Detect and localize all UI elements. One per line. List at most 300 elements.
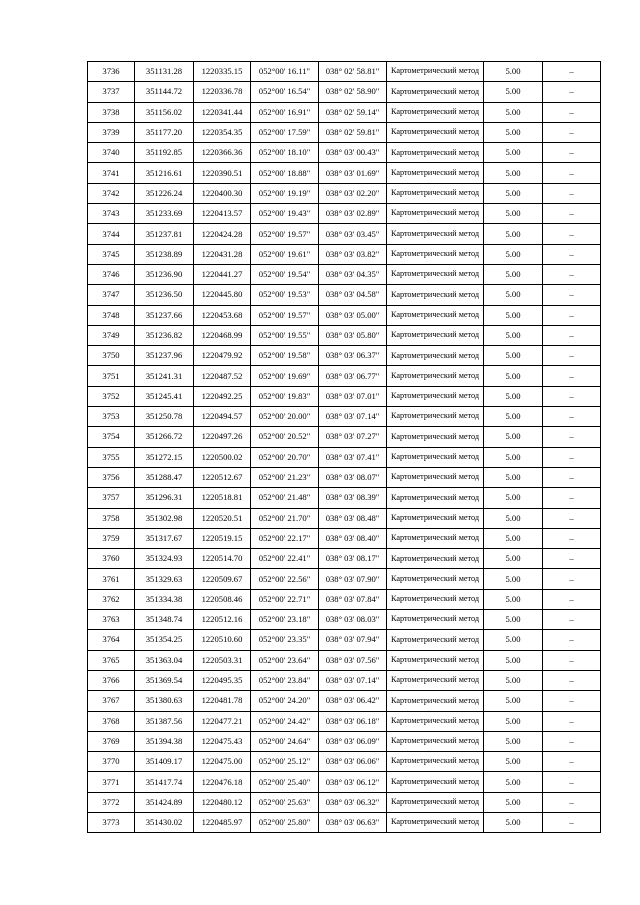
- accuracy-cell: 5.00: [484, 812, 543, 832]
- method-cell: Картометрический метод: [387, 569, 484, 589]
- table-row: [88, 143, 601, 163]
- accuracy-cell: 5.00: [484, 670, 543, 690]
- y-coordinate-cell: 1220477.21: [194, 711, 251, 731]
- note-cell: –: [543, 62, 601, 82]
- point-number-cell: 3766: [88, 670, 135, 690]
- table-row: [88, 569, 601, 589]
- table-row: [88, 589, 601, 609]
- method-cell: Картометрический метод: [387, 630, 484, 650]
- x-coordinate-cell: 351226.24: [135, 183, 194, 203]
- method-cell: Картометрический метод: [387, 731, 484, 751]
- accuracy-cell: 5.00: [484, 224, 543, 244]
- accuracy-cell: 5.00: [484, 366, 543, 386]
- accuracy-cell: 5.00: [484, 427, 543, 447]
- table-row: [88, 204, 601, 224]
- y-coordinate-cell: 1220476.18: [194, 772, 251, 792]
- accuracy-cell: 5.00: [484, 467, 543, 487]
- x-coordinate-cell: 351387.56: [135, 711, 194, 731]
- accuracy-cell: 5.00: [484, 183, 543, 203]
- method-cell: Картометрический метод: [387, 488, 484, 508]
- longitude-cell: 038° 03' 01.69": [319, 163, 387, 183]
- table-row: [88, 82, 601, 102]
- method-cell: Картометрический метод: [387, 386, 484, 406]
- point-number-cell: 3746: [88, 264, 135, 284]
- longitude-cell: 038° 03' 07.56": [319, 650, 387, 670]
- method-cell: Картометрический метод: [387, 366, 484, 386]
- x-coordinate-cell: 351363.04: [135, 650, 194, 670]
- point-number-cell: 3737: [88, 82, 135, 102]
- longitude-cell: 038° 03' 06.42": [319, 691, 387, 711]
- accuracy-cell: 5.00: [484, 102, 543, 122]
- method-cell: Картометрический метод: [387, 224, 484, 244]
- x-coordinate-cell: 351430.02: [135, 812, 194, 832]
- accuracy-cell: 5.00: [484, 285, 543, 305]
- note-cell: –: [543, 386, 601, 406]
- table-row: [88, 772, 601, 792]
- coordinates-table-body: [88, 62, 601, 833]
- point-number-cell: 3749: [88, 325, 135, 345]
- table-row: [88, 670, 601, 690]
- point-number-cell: 3742: [88, 183, 135, 203]
- accuracy-cell: 5.00: [484, 569, 543, 589]
- method-cell: Картометрический метод: [387, 792, 484, 812]
- x-coordinate-cell: 351250.78: [135, 407, 194, 427]
- note-cell: –: [543, 711, 601, 731]
- note-cell: –: [543, 670, 601, 690]
- x-coordinate-cell: 351380.63: [135, 691, 194, 711]
- y-coordinate-cell: 1220520.51: [194, 508, 251, 528]
- method-cell: Картометрический метод: [387, 407, 484, 427]
- latitude-cell: 052°00' 19.61": [251, 244, 319, 264]
- latitude-cell: 052°00' 16.54": [251, 82, 319, 102]
- longitude-cell: 038° 02' 58.90": [319, 82, 387, 102]
- y-coordinate-cell: 1220510.60: [194, 630, 251, 650]
- latitude-cell: 052°00' 22.71": [251, 589, 319, 609]
- table-row: [88, 812, 601, 832]
- x-coordinate-cell: 351296.31: [135, 488, 194, 508]
- accuracy-cell: 5.00: [484, 792, 543, 812]
- y-coordinate-cell: 1220492.25: [194, 386, 251, 406]
- table-row: [88, 508, 601, 528]
- point-number-cell: 3772: [88, 792, 135, 812]
- method-cell: Картометрический метод: [387, 447, 484, 467]
- point-number-cell: 3761: [88, 569, 135, 589]
- y-coordinate-cell: 1220480.12: [194, 792, 251, 812]
- table-row: [88, 264, 601, 284]
- point-number-cell: 3769: [88, 731, 135, 751]
- x-coordinate-cell: 351394.38: [135, 731, 194, 751]
- latitude-cell: 052°00' 20.70": [251, 447, 319, 467]
- longitude-cell: 038° 03' 06.18": [319, 711, 387, 731]
- longitude-cell: 038° 03' 07.41": [319, 447, 387, 467]
- latitude-cell: 052°00' 18.88": [251, 163, 319, 183]
- method-cell: Картометрический метод: [387, 812, 484, 832]
- y-coordinate-cell: 1220354.35: [194, 122, 251, 142]
- point-number-cell: 3765: [88, 650, 135, 670]
- table-row: [88, 346, 601, 366]
- latitude-cell: 052°00' 19.57": [251, 305, 319, 325]
- longitude-cell: 038° 03' 06.63": [319, 812, 387, 832]
- longitude-cell: 038° 03' 06.77": [319, 366, 387, 386]
- table-row: [88, 407, 601, 427]
- point-number-cell: 3740: [88, 143, 135, 163]
- x-coordinate-cell: 351237.66: [135, 305, 194, 325]
- latitude-cell: 052°00' 25.12": [251, 752, 319, 772]
- accuracy-cell: 5.00: [484, 488, 543, 508]
- method-cell: Картометрический метод: [387, 508, 484, 528]
- table-row: [88, 752, 601, 772]
- table-row: [88, 792, 601, 812]
- longitude-cell: 038° 03' 03.82": [319, 244, 387, 264]
- x-coordinate-cell: 351236.82: [135, 325, 194, 345]
- method-cell: Картометрический метод: [387, 589, 484, 609]
- table-row: [88, 447, 601, 467]
- method-cell: Картометрический метод: [387, 650, 484, 670]
- x-coordinate-cell: 351348.74: [135, 610, 194, 630]
- accuracy-cell: 5.00: [484, 163, 543, 183]
- longitude-cell: 038° 03' 04.35": [319, 264, 387, 284]
- accuracy-cell: 5.00: [484, 711, 543, 731]
- latitude-cell: 052°00' 16.91": [251, 102, 319, 122]
- note-cell: –: [543, 589, 601, 609]
- longitude-cell: 038° 03' 07.94": [319, 630, 387, 650]
- table-row: [88, 650, 601, 670]
- note-cell: –: [543, 325, 601, 345]
- accuracy-cell: 5.00: [484, 752, 543, 772]
- x-coordinate-cell: 351424.89: [135, 792, 194, 812]
- note-cell: –: [543, 812, 601, 832]
- coordinates-table: [87, 61, 601, 833]
- note-cell: –: [543, 772, 601, 792]
- note-cell: –: [543, 264, 601, 284]
- method-cell: Картометрический метод: [387, 346, 484, 366]
- note-cell: –: [543, 102, 601, 122]
- x-coordinate-cell: 351156.02: [135, 102, 194, 122]
- table-row: [88, 467, 601, 487]
- x-coordinate-cell: 351369.54: [135, 670, 194, 690]
- latitude-cell: 052°00' 22.17": [251, 528, 319, 548]
- method-cell: Картометрический метод: [387, 610, 484, 630]
- y-coordinate-cell: 1220485.97: [194, 812, 251, 832]
- note-cell: –: [543, 224, 601, 244]
- y-coordinate-cell: 1220512.67: [194, 467, 251, 487]
- method-cell: Картометрический метод: [387, 772, 484, 792]
- latitude-cell: 052°00' 22.41": [251, 549, 319, 569]
- accuracy-cell: 5.00: [484, 447, 543, 467]
- point-number-cell: 3743: [88, 204, 135, 224]
- table-row: [88, 183, 601, 203]
- table-row: [88, 630, 601, 650]
- latitude-cell: 052°00' 24.42": [251, 711, 319, 731]
- x-coordinate-cell: 351177.20: [135, 122, 194, 142]
- table-row: [88, 325, 601, 345]
- latitude-cell: 052°00' 16.11": [251, 62, 319, 82]
- longitude-cell: 038° 03' 08.48": [319, 508, 387, 528]
- accuracy-cell: 5.00: [484, 650, 543, 670]
- accuracy-cell: 5.00: [484, 204, 543, 224]
- method-cell: Картометрический метод: [387, 670, 484, 690]
- note-cell: –: [543, 163, 601, 183]
- table-row: [88, 488, 601, 508]
- x-coordinate-cell: 351236.50: [135, 285, 194, 305]
- note-cell: –: [543, 569, 601, 589]
- method-cell: Картометрический метод: [387, 467, 484, 487]
- accuracy-cell: 5.00: [484, 143, 543, 163]
- note-cell: –: [543, 407, 601, 427]
- y-coordinate-cell: 1220424.28: [194, 224, 251, 244]
- x-coordinate-cell: 351329.63: [135, 569, 194, 589]
- accuracy-cell: 5.00: [484, 122, 543, 142]
- accuracy-cell: 5.00: [484, 305, 543, 325]
- point-number-cell: 3767: [88, 691, 135, 711]
- y-coordinate-cell: 1220479.92: [194, 346, 251, 366]
- table-row: [88, 224, 601, 244]
- method-cell: Картометрический метод: [387, 427, 484, 447]
- x-coordinate-cell: 351288.47: [135, 467, 194, 487]
- y-coordinate-cell: 1220335.15: [194, 62, 251, 82]
- latitude-cell: 052°00' 21.70": [251, 508, 319, 528]
- accuracy-cell: 5.00: [484, 264, 543, 284]
- point-number-cell: 3751: [88, 366, 135, 386]
- table-row: [88, 285, 601, 305]
- y-coordinate-cell: 1220514.70: [194, 549, 251, 569]
- x-coordinate-cell: 351144.72: [135, 82, 194, 102]
- y-coordinate-cell: 1220512.16: [194, 610, 251, 630]
- point-number-cell: 3763: [88, 610, 135, 630]
- x-coordinate-cell: 351237.96: [135, 346, 194, 366]
- latitude-cell: 052°00' 19.53": [251, 285, 319, 305]
- point-number-cell: 3762: [88, 589, 135, 609]
- longitude-cell: 038° 03' 07.14": [319, 670, 387, 690]
- latitude-cell: 052°00' 21.48": [251, 488, 319, 508]
- longitude-cell: 038° 03' 08.40": [319, 528, 387, 548]
- longitude-cell: 038° 03' 02.20": [319, 183, 387, 203]
- longitude-cell: 038° 03' 08.07": [319, 467, 387, 487]
- method-cell: Картометрический метод: [387, 102, 484, 122]
- point-number-cell: 3770: [88, 752, 135, 772]
- note-cell: –: [543, 427, 601, 447]
- x-coordinate-cell: 351354.25: [135, 630, 194, 650]
- y-coordinate-cell: 1220453.68: [194, 305, 251, 325]
- longitude-cell: 038° 03' 08.39": [319, 488, 387, 508]
- note-cell: –: [543, 731, 601, 751]
- table-row: [88, 427, 601, 447]
- note-cell: –: [543, 122, 601, 142]
- y-coordinate-cell: 1220390.51: [194, 163, 251, 183]
- method-cell: Картометрический метод: [387, 62, 484, 82]
- y-coordinate-cell: 1220518.81: [194, 488, 251, 508]
- longitude-cell: 038° 03' 05.80": [319, 325, 387, 345]
- x-coordinate-cell: 351236.90: [135, 264, 194, 284]
- y-coordinate-cell: 1220497.26: [194, 427, 251, 447]
- longitude-cell: 038° 03' 02.89": [319, 204, 387, 224]
- note-cell: –: [543, 183, 601, 203]
- accuracy-cell: 5.00: [484, 610, 543, 630]
- latitude-cell: 052°00' 24.20": [251, 691, 319, 711]
- note-cell: –: [543, 346, 601, 366]
- table-row: [88, 102, 601, 122]
- table-row: [88, 244, 601, 264]
- point-number-cell: 3773: [88, 812, 135, 832]
- longitude-cell: 038° 03' 03.45": [319, 224, 387, 244]
- accuracy-cell: 5.00: [484, 549, 543, 569]
- point-number-cell: 3764: [88, 630, 135, 650]
- latitude-cell: 052°00' 19.57": [251, 224, 319, 244]
- longitude-cell: 038° 03' 05.00": [319, 305, 387, 325]
- x-coordinate-cell: 351324.93: [135, 549, 194, 569]
- y-coordinate-cell: 1220509.67: [194, 569, 251, 589]
- latitude-cell: 052°00' 25.40": [251, 772, 319, 792]
- y-coordinate-cell: 1220445.80: [194, 285, 251, 305]
- longitude-cell: 038° 03' 06.06": [319, 752, 387, 772]
- x-coordinate-cell: 351334.38: [135, 589, 194, 609]
- note-cell: –: [543, 630, 601, 650]
- point-number-cell: 3754: [88, 427, 135, 447]
- accuracy-cell: 5.00: [484, 62, 543, 82]
- note-cell: –: [543, 508, 601, 528]
- table-row: [88, 62, 601, 82]
- table-row: [88, 731, 601, 751]
- latitude-cell: 052°00' 19.55": [251, 325, 319, 345]
- longitude-cell: 038° 03' 08.17": [319, 549, 387, 569]
- y-coordinate-cell: 1220519.15: [194, 528, 251, 548]
- note-cell: –: [543, 792, 601, 812]
- point-number-cell: 3752: [88, 386, 135, 406]
- accuracy-cell: 5.00: [484, 407, 543, 427]
- accuracy-cell: 5.00: [484, 82, 543, 102]
- note-cell: –: [543, 244, 601, 264]
- point-number-cell: 3744: [88, 224, 135, 244]
- point-number-cell: 3739: [88, 122, 135, 142]
- point-number-cell: 3753: [88, 407, 135, 427]
- accuracy-cell: 5.00: [484, 346, 543, 366]
- x-coordinate-cell: 351241.31: [135, 366, 194, 386]
- accuracy-cell: 5.00: [484, 691, 543, 711]
- point-number-cell: 3760: [88, 549, 135, 569]
- accuracy-cell: 5.00: [484, 325, 543, 345]
- latitude-cell: 052°00' 19.19": [251, 183, 319, 203]
- x-coordinate-cell: 351317.67: [135, 528, 194, 548]
- point-number-cell: 3757: [88, 488, 135, 508]
- y-coordinate-cell: 1220503.31: [194, 650, 251, 670]
- method-cell: Картометрический метод: [387, 122, 484, 142]
- x-coordinate-cell: 351417.74: [135, 772, 194, 792]
- note-cell: –: [543, 610, 601, 630]
- note-cell: –: [543, 447, 601, 467]
- note-cell: –: [543, 549, 601, 569]
- table-row: [88, 386, 601, 406]
- longitude-cell: 038° 03' 07.84": [319, 589, 387, 609]
- document-page: [87, 61, 600, 833]
- table-row: [88, 610, 601, 630]
- point-number-cell: 3759: [88, 528, 135, 548]
- x-coordinate-cell: 351238.89: [135, 244, 194, 264]
- method-cell: Картометрический метод: [387, 711, 484, 731]
- method-cell: Картометрический метод: [387, 183, 484, 203]
- latitude-cell: 052°00' 21.23": [251, 467, 319, 487]
- x-coordinate-cell: 351266.72: [135, 427, 194, 447]
- y-coordinate-cell: 1220336.78: [194, 82, 251, 102]
- latitude-cell: 052°00' 20.52": [251, 427, 319, 447]
- y-coordinate-cell: 1220400.30: [194, 183, 251, 203]
- longitude-cell: 038° 03' 08.03": [319, 610, 387, 630]
- method-cell: Картометрический метод: [387, 285, 484, 305]
- point-number-cell: 3747: [88, 285, 135, 305]
- accuracy-cell: 5.00: [484, 528, 543, 548]
- x-coordinate-cell: 351245.41: [135, 386, 194, 406]
- method-cell: Картометрический метод: [387, 752, 484, 772]
- accuracy-cell: 5.00: [484, 508, 543, 528]
- note-cell: –: [543, 285, 601, 305]
- longitude-cell: 038° 03' 06.09": [319, 731, 387, 751]
- y-coordinate-cell: 1220500.02: [194, 447, 251, 467]
- table-row: [88, 163, 601, 183]
- latitude-cell: 052°00' 23.35": [251, 630, 319, 650]
- y-coordinate-cell: 1220468.99: [194, 325, 251, 345]
- x-coordinate-cell: 351409.17: [135, 752, 194, 772]
- method-cell: Картометрический метод: [387, 549, 484, 569]
- y-coordinate-cell: 1220341.44: [194, 102, 251, 122]
- method-cell: Картометрический метод: [387, 528, 484, 548]
- latitude-cell: 052°00' 25.80": [251, 812, 319, 832]
- point-number-cell: 3748: [88, 305, 135, 325]
- point-number-cell: 3771: [88, 772, 135, 792]
- latitude-cell: 052°00' 17.59": [251, 122, 319, 142]
- point-number-cell: 3756: [88, 467, 135, 487]
- latitude-cell: 052°00' 19.43": [251, 204, 319, 224]
- table-row: [88, 549, 601, 569]
- table-row: [88, 691, 601, 711]
- latitude-cell: 052°00' 24.64": [251, 731, 319, 751]
- x-coordinate-cell: 351131.28: [135, 62, 194, 82]
- accuracy-cell: 5.00: [484, 589, 543, 609]
- point-number-cell: 3755: [88, 447, 135, 467]
- longitude-cell: 038° 03' 07.01": [319, 386, 387, 406]
- point-number-cell: 3768: [88, 711, 135, 731]
- x-coordinate-cell: 351302.98: [135, 508, 194, 528]
- longitude-cell: 038° 03' 07.14": [319, 407, 387, 427]
- point-number-cell: 3741: [88, 163, 135, 183]
- note-cell: –: [543, 488, 601, 508]
- accuracy-cell: 5.00: [484, 386, 543, 406]
- latitude-cell: 052°00' 19.58": [251, 346, 319, 366]
- table-row: [88, 122, 601, 142]
- longitude-cell: 038° 02' 58.81": [319, 62, 387, 82]
- table-row: [88, 366, 601, 386]
- latitude-cell: 052°00' 20.00": [251, 407, 319, 427]
- accuracy-cell: 5.00: [484, 772, 543, 792]
- method-cell: Картометрический метод: [387, 82, 484, 102]
- method-cell: Картометрический метод: [387, 163, 484, 183]
- y-coordinate-cell: 1220494.57: [194, 407, 251, 427]
- point-number-cell: 3758: [88, 508, 135, 528]
- point-number-cell: 3738: [88, 102, 135, 122]
- longitude-cell: 038° 03' 00.43": [319, 143, 387, 163]
- note-cell: –: [543, 691, 601, 711]
- accuracy-cell: 5.00: [484, 630, 543, 650]
- longitude-cell: 038° 02' 59.14": [319, 102, 387, 122]
- latitude-cell: 052°00' 22.56": [251, 569, 319, 589]
- longitude-cell: 038° 02' 59.81": [319, 122, 387, 142]
- method-cell: Картометрический метод: [387, 325, 484, 345]
- latitude-cell: 052°00' 23.64": [251, 650, 319, 670]
- longitude-cell: 038° 03' 04.58": [319, 285, 387, 305]
- y-coordinate-cell: 1220487.52: [194, 366, 251, 386]
- method-cell: Картометрический метод: [387, 204, 484, 224]
- y-coordinate-cell: 1220475.43: [194, 731, 251, 751]
- y-coordinate-cell: 1220431.28: [194, 244, 251, 264]
- longitude-cell: 038° 03' 07.27": [319, 427, 387, 447]
